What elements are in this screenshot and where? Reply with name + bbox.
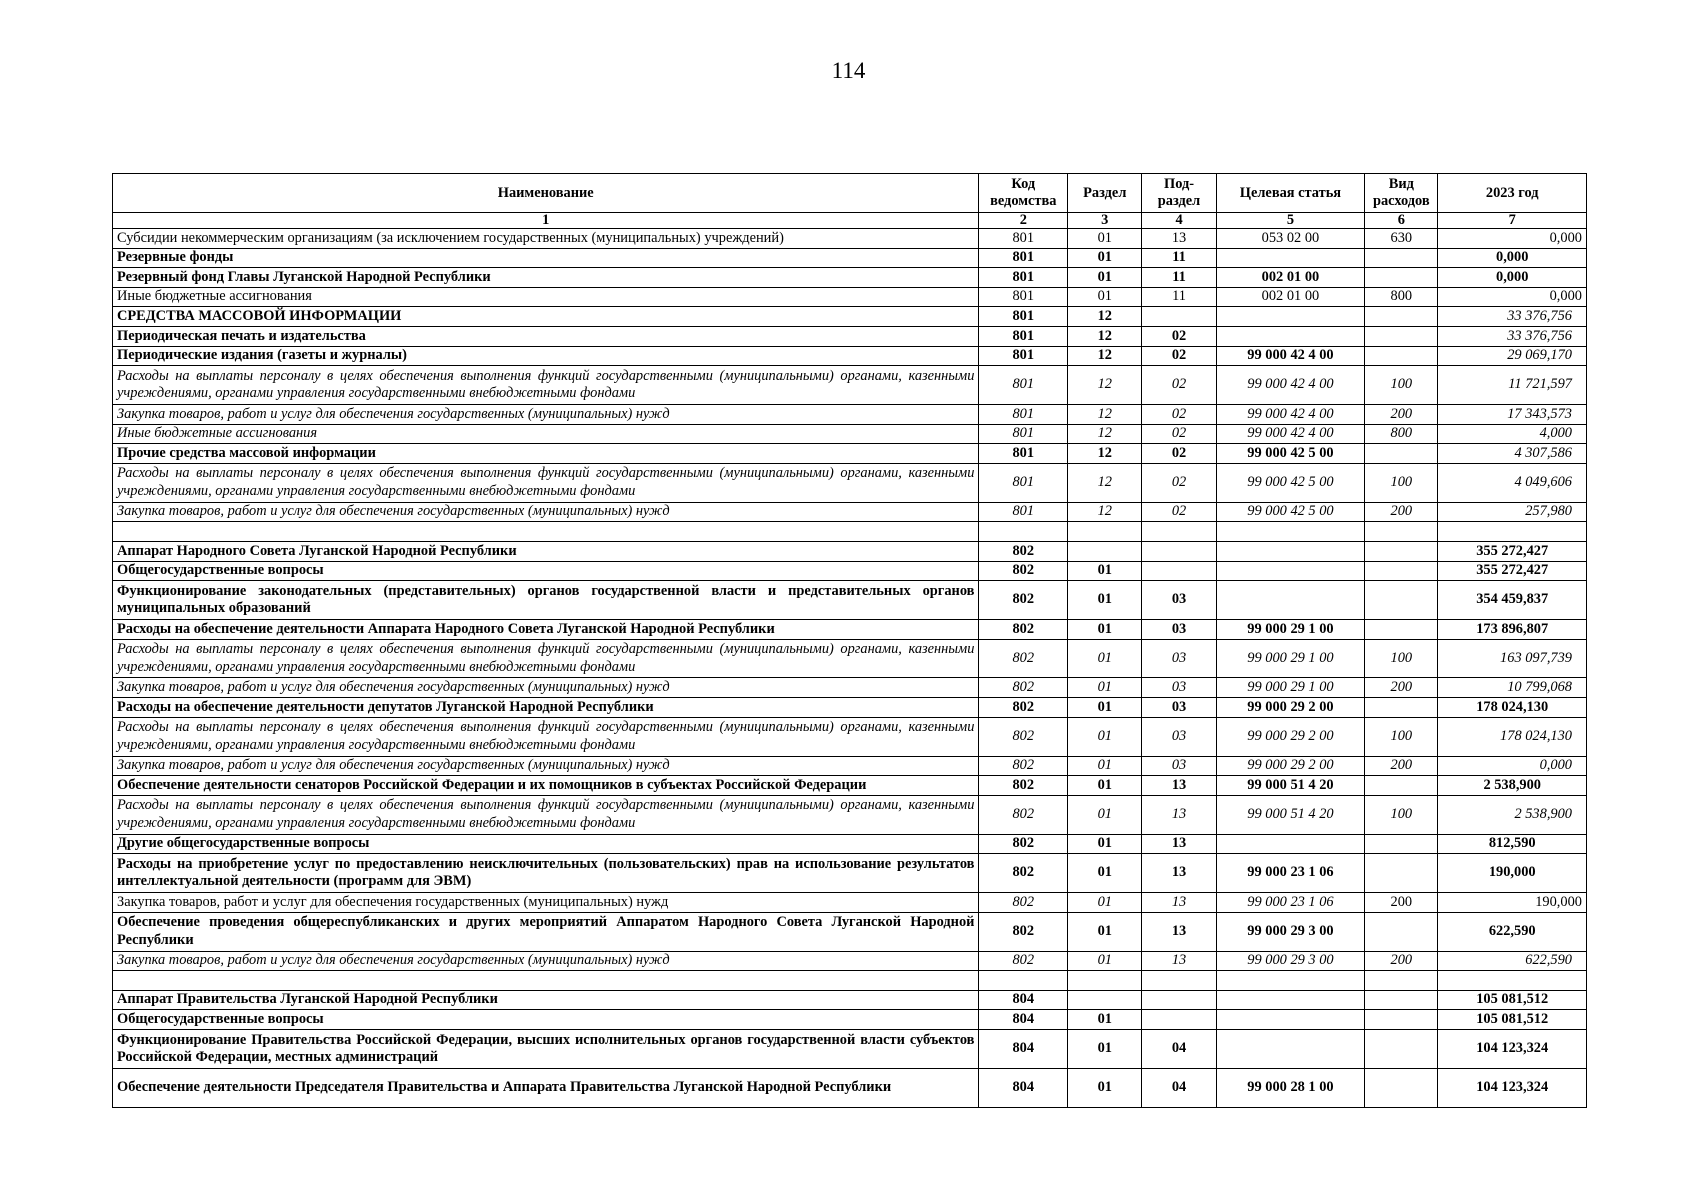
row-article: 99 000 42 5 00: [1216, 502, 1365, 522]
row-type: [1365, 268, 1438, 288]
row-name: Резервные фонды: [113, 248, 979, 268]
row-type: [1365, 1068, 1438, 1107]
table-row: [113, 834, 1587, 854]
row-article: 99 000 29 1 00: [1216, 639, 1365, 678]
table-row: [113, 444, 1587, 464]
row-section: 01: [1068, 268, 1142, 288]
row-name: [113, 522, 979, 542]
row-subsection: 13: [1142, 854, 1216, 893]
row-subsection: 03: [1142, 639, 1216, 678]
table-row: [113, 541, 1587, 561]
table-body: [113, 229, 1587, 1108]
row-name: Обеспечение деятельности Председателя Правительства и Аппарата Правительства Луганской Народной Республики: [113, 1068, 979, 1107]
row-name: Другие общегосударственные вопросы: [113, 834, 979, 854]
row-subsection: 13: [1142, 951, 1216, 971]
table-row: [113, 405, 1587, 425]
page-number: 114: [831, 58, 866, 83]
row-amount: 257,980: [1438, 502, 1587, 522]
row-type: [1365, 326, 1438, 346]
row-name: Закупка товаров, работ и услуг для обеспечения государственных (муниципальных) нужд: [113, 951, 979, 971]
table-row: [113, 268, 1587, 288]
row-amount: 0,000: [1438, 756, 1587, 776]
table-row: [113, 229, 1587, 249]
row-code: 801: [979, 346, 1068, 366]
row-amount: 355 272,427: [1438, 561, 1587, 581]
row-code: 801: [979, 248, 1068, 268]
row-code: 802: [979, 541, 1068, 561]
row-subsection: 13: [1142, 795, 1216, 834]
table-row: [113, 1010, 1587, 1030]
row-amount: 11 721,597: [1438, 366, 1587, 405]
row-section: 12: [1068, 346, 1142, 366]
row-section: 12: [1068, 366, 1142, 405]
row-subsection: [1142, 1010, 1216, 1030]
row-subsection: 02: [1142, 463, 1216, 502]
row-code: 802: [979, 698, 1068, 718]
row-subsection: 11: [1142, 268, 1216, 288]
row-amount: [1438, 522, 1587, 542]
table-row: [113, 678, 1587, 698]
row-code: 802: [979, 795, 1068, 834]
row-section: 01: [1068, 561, 1142, 581]
row-article: 99 000 29 1 00: [1216, 678, 1365, 698]
row-section: 01: [1068, 893, 1142, 913]
row-name: Расходы на выплаты персоналу в целях обеспечения выполнения функций государственными (муниципальными) органами, казенными учреждениями, органами управления государственными внебюджетными фондами: [113, 463, 979, 502]
row-subsection: [1142, 541, 1216, 561]
table-row: [113, 776, 1587, 796]
row-code: 802: [979, 951, 1068, 971]
row-name: Общегосударственные вопросы: [113, 561, 979, 581]
header-name: Наименование: [113, 174, 979, 213]
table-row: [113, 1029, 1587, 1068]
row-article: 99 000 42 4 00: [1216, 405, 1365, 425]
row-code: 801: [979, 366, 1068, 405]
row-article: 99 000 51 4 20: [1216, 776, 1365, 796]
row-code: 802: [979, 893, 1068, 913]
row-amount: 33 376,756: [1438, 307, 1587, 327]
row-subsection: 13: [1142, 912, 1216, 951]
row-type: 800: [1365, 424, 1438, 444]
row-section: [1068, 990, 1142, 1010]
row-code: 804: [979, 1010, 1068, 1030]
table-row: [113, 717, 1587, 756]
row-article: [1216, 834, 1365, 854]
row-section: 01: [1068, 639, 1142, 678]
row-amount: 2 538,900: [1438, 776, 1587, 796]
row-section: 01: [1068, 1010, 1142, 1030]
row-amount: 354 459,837: [1438, 581, 1587, 620]
column-number: 1: [113, 213, 979, 229]
row-type: [1365, 248, 1438, 268]
row-section: 01: [1068, 287, 1142, 307]
row-amount: 173 896,807: [1438, 619, 1587, 639]
row-name: Расходы на выплаты персоналу в целях обеспечения выполнения функций государственными (муниципальными) органами, казенными учреждениями, органами управления государственными внебюджетными фондами: [113, 717, 979, 756]
row-article: 002 01 00: [1216, 287, 1365, 307]
column-number: 6: [1365, 213, 1438, 229]
row-section: 01: [1068, 698, 1142, 718]
row-code: 802: [979, 912, 1068, 951]
row-article: [1216, 1010, 1365, 1030]
row-code: 801: [979, 424, 1068, 444]
row-article: [1216, 990, 1365, 1010]
row-amount: 812,590: [1438, 834, 1587, 854]
row-name: Закупка товаров, работ и услуг для обеспечения государственных (муниципальных) нужд: [113, 756, 979, 776]
row-type: 200: [1365, 756, 1438, 776]
row-section: 01: [1068, 795, 1142, 834]
row-name: Расходы на обеспечение деятельности депутатов Луганской Народной Республики: [113, 698, 979, 718]
table-row: [113, 795, 1587, 834]
header-type: Вид расходов: [1365, 174, 1438, 213]
row-amount: 622,590: [1438, 951, 1587, 971]
table-row: [113, 287, 1587, 307]
row-subsection: 03: [1142, 619, 1216, 639]
row-name: Аппарат Народного Совета Луганской Народной Республики: [113, 541, 979, 561]
table-row: [113, 756, 1587, 776]
header-code: Код ведомства: [979, 174, 1068, 213]
table-row: [113, 366, 1587, 405]
column-number: 5: [1216, 213, 1365, 229]
row-amount: [1438, 971, 1587, 991]
row-code: 801: [979, 326, 1068, 346]
table-row: [113, 893, 1587, 913]
row-subsection: 13: [1142, 229, 1216, 249]
row-section: 01: [1068, 951, 1142, 971]
row-section: 01: [1068, 854, 1142, 893]
row-article: 99 000 29 2 00: [1216, 756, 1365, 776]
row-article: [1216, 1029, 1365, 1068]
row-code: 801: [979, 229, 1068, 249]
table-row: [113, 951, 1587, 971]
row-article: 99 000 28 1 00: [1216, 1068, 1365, 1107]
row-amount: 17 343,573: [1438, 405, 1587, 425]
row-subsection: 03: [1142, 756, 1216, 776]
row-article: 99 000 23 1 06: [1216, 893, 1365, 913]
row-section: 12: [1068, 405, 1142, 425]
row-code: 801: [979, 405, 1068, 425]
row-type: 200: [1365, 893, 1438, 913]
row-article: 053 02 00: [1216, 229, 1365, 249]
row-code: 804: [979, 1029, 1068, 1068]
row-subsection: 02: [1142, 502, 1216, 522]
table-row: [113, 619, 1587, 639]
row-section: 01: [1068, 756, 1142, 776]
row-code: 802: [979, 581, 1068, 620]
row-type: [1365, 971, 1438, 991]
row-section: [1068, 522, 1142, 542]
row-name: Иные бюджетные ассигнования: [113, 424, 979, 444]
row-type: 200: [1365, 951, 1438, 971]
row-type: [1365, 990, 1438, 1010]
row-type: 200: [1365, 405, 1438, 425]
row-name: Резервный фонд Главы Луганской Народной Республики: [113, 268, 979, 288]
row-type: [1365, 1010, 1438, 1030]
row-name: Общегосударственные вопросы: [113, 1010, 979, 1030]
row-subsection: 02: [1142, 405, 1216, 425]
row-name: Периодические издания (газеты и журналы): [113, 346, 979, 366]
row-subsection: 02: [1142, 326, 1216, 346]
table-row: [113, 912, 1587, 951]
row-section: [1068, 971, 1142, 991]
empty-row: [113, 971, 1587, 991]
column-number: 3: [1068, 213, 1142, 229]
row-amount: 105 081,512: [1438, 990, 1587, 1010]
row-amount: 0,000: [1438, 248, 1587, 268]
row-subsection: 02: [1142, 366, 1216, 405]
budget-table: [112, 173, 1587, 1108]
empty-row: [113, 522, 1587, 542]
row-article: 99 000 29 2 00: [1216, 698, 1365, 718]
row-type: 200: [1365, 502, 1438, 522]
row-subsection: [1142, 990, 1216, 1010]
row-article: [1216, 971, 1365, 991]
row-code: 801: [979, 268, 1068, 288]
column-number: 7: [1438, 213, 1587, 229]
row-type: [1365, 912, 1438, 951]
row-amount: 178 024,130: [1438, 717, 1587, 756]
table-row: [113, 502, 1587, 522]
row-type: 200: [1365, 678, 1438, 698]
table-row: [113, 307, 1587, 327]
row-amount: 163 097,739: [1438, 639, 1587, 678]
row-article: 99 000 42 4 00: [1216, 366, 1365, 405]
row-name: Обеспечение проведения общереспубликанских и других мероприятий Аппаратом Народного Совета Луганской Народной Республики: [113, 912, 979, 951]
row-name: СРЕДСТВА МАССОВОЙ ИНФОРМАЦИИ: [113, 307, 979, 327]
row-code: 802: [979, 619, 1068, 639]
table-row: [113, 424, 1587, 444]
row-name: Закупка товаров, работ и услуг для обеспечения государственных (муниципальных) нужд: [113, 893, 979, 913]
row-name: Расходы на выплаты персоналу в целях обеспечения выполнения функций государственными (муниципальными) органами, казенными учреждениями, органами управления государственными внебюджетными фондами: [113, 366, 979, 405]
table-row: [113, 346, 1587, 366]
row-code: 801: [979, 444, 1068, 464]
row-section: 12: [1068, 463, 1142, 502]
row-article: [1216, 307, 1365, 327]
table-row: [113, 326, 1587, 346]
row-article: [1216, 581, 1365, 620]
row-amount: 622,590: [1438, 912, 1587, 951]
row-subsection: 13: [1142, 893, 1216, 913]
column-number-row: [113, 213, 1587, 229]
row-amount: 104 123,324: [1438, 1068, 1587, 1107]
row-subsection: 04: [1142, 1068, 1216, 1107]
row-subsection: 04: [1142, 1029, 1216, 1068]
row-type: [1365, 561, 1438, 581]
row-name: Расходы на приобретение услуг по предоставлению неисключительных (пользовательских) прав на использование результатов интеллектуальной деятельности (программ для ЭВМ): [113, 854, 979, 893]
row-type: [1365, 776, 1438, 796]
table-row: [113, 581, 1587, 620]
row-amount: 33 376,756: [1438, 326, 1587, 346]
row-article: 99 000 29 3 00: [1216, 951, 1365, 971]
row-type: 100: [1365, 639, 1438, 678]
row-article: [1216, 248, 1365, 268]
table-row: [113, 639, 1587, 678]
row-name: [113, 971, 979, 991]
row-amount: 29 069,170: [1438, 346, 1587, 366]
row-subsection: 02: [1142, 444, 1216, 464]
row-subsection: 03: [1142, 698, 1216, 718]
row-type: [1365, 619, 1438, 639]
row-article: [1216, 541, 1365, 561]
row-amount: 0,000: [1438, 229, 1587, 249]
row-code: 802: [979, 756, 1068, 776]
row-article: 002 01 00: [1216, 268, 1365, 288]
row-code: 801: [979, 502, 1068, 522]
row-section: 12: [1068, 444, 1142, 464]
row-amount: 355 272,427: [1438, 541, 1587, 561]
row-code: 802: [979, 854, 1068, 893]
row-article: [1216, 522, 1365, 542]
row-code: 802: [979, 561, 1068, 581]
row-section: 01: [1068, 248, 1142, 268]
table-row: [113, 1068, 1587, 1107]
row-article: 99 000 42 5 00: [1216, 444, 1365, 464]
row-article: 99 000 29 3 00: [1216, 912, 1365, 951]
row-subsection: [1142, 971, 1216, 991]
row-type: 100: [1365, 366, 1438, 405]
row-amount: 4 049,606: [1438, 463, 1587, 502]
table-row: [113, 854, 1587, 893]
row-subsection: [1142, 307, 1216, 327]
row-amount: 178 024,130: [1438, 698, 1587, 718]
row-name: Расходы на выплаты персоналу в целях обеспечения выполнения функций государственными (муниципальными) органами, казенными учреждениями, органами управления государственными внебюджетными фондами: [113, 795, 979, 834]
row-name: Расходы на выплаты персоналу в целях обеспечения выполнения функций государственными (муниципальными) органами, казенными учреждениями, органами управления государственными внебюджетными фондами: [113, 639, 979, 678]
row-type: [1365, 307, 1438, 327]
row-type: 100: [1365, 795, 1438, 834]
column-number: 4: [1142, 213, 1216, 229]
row-type: [1365, 1029, 1438, 1068]
row-amount: 190,000: [1438, 893, 1587, 913]
row-amount: 0,000: [1438, 268, 1587, 288]
row-type: [1365, 581, 1438, 620]
row-section: 01: [1068, 678, 1142, 698]
row-name: Аппарат Правительства Луганской Народной Республики: [113, 990, 979, 1010]
row-amount: 4 307,586: [1438, 444, 1587, 464]
row-subsection: [1142, 522, 1216, 542]
row-type: 100: [1365, 463, 1438, 502]
column-number: 2: [979, 213, 1068, 229]
header-subsection: Под-раздел: [1142, 174, 1216, 213]
header-article: Целевая статья: [1216, 174, 1365, 213]
row-name: Функционирование законодательных (представительных) органов государственной власти и представительных органов муниципальных образований: [113, 581, 979, 620]
row-amount: 190,000: [1438, 854, 1587, 893]
row-section: 12: [1068, 326, 1142, 346]
table-row: [113, 248, 1587, 268]
row-subsection: 11: [1142, 287, 1216, 307]
row-article: 99 000 23 1 06: [1216, 854, 1365, 893]
row-code: 801: [979, 307, 1068, 327]
row-type: 100: [1365, 717, 1438, 756]
table-row: [113, 990, 1587, 1010]
row-article: 99 000 42 4 00: [1216, 346, 1365, 366]
row-article: 99 000 42 5 00: [1216, 463, 1365, 502]
row-amount: 104 123,324: [1438, 1029, 1587, 1068]
row-name: Обеспечение деятельности сенаторов Российской Федерации и их помощников в субъектах Российской Федерации: [113, 776, 979, 796]
row-type: [1365, 541, 1438, 561]
row-code: 804: [979, 990, 1068, 1010]
row-name: Закупка товаров, работ и услуг для обеспечения государственных (муниципальных) нужд: [113, 678, 979, 698]
row-code: 801: [979, 287, 1068, 307]
row-name: Закупка товаров, работ и услуг для обеспечения государственных (муниципальных) нужд: [113, 502, 979, 522]
row-section: 01: [1068, 1068, 1142, 1107]
row-article: 99 000 29 1 00: [1216, 619, 1365, 639]
row-subsection: 03: [1142, 581, 1216, 620]
row-amount: 0,000: [1438, 287, 1587, 307]
row-subsection: 02: [1142, 424, 1216, 444]
header-section: Раздел: [1068, 174, 1142, 213]
row-name: Иные бюджетные ассигнования: [113, 287, 979, 307]
row-type: [1365, 854, 1438, 893]
row-subsection: 02: [1142, 346, 1216, 366]
row-section: 12: [1068, 307, 1142, 327]
row-code: 802: [979, 776, 1068, 796]
row-article: 99 000 51 4 20: [1216, 795, 1365, 834]
row-subsection: 11: [1142, 248, 1216, 268]
row-section: 01: [1068, 1029, 1142, 1068]
row-code: 801: [979, 463, 1068, 502]
row-code: [979, 971, 1068, 991]
header-row: [113, 174, 1587, 213]
row-section: 01: [1068, 229, 1142, 249]
row-subsection: [1142, 561, 1216, 581]
row-article: 99 000 42 4 00: [1216, 424, 1365, 444]
row-code: 802: [979, 639, 1068, 678]
row-name: Закупка товаров, работ и услуг для обеспечения государственных (муниципальных) нужд: [113, 405, 979, 425]
row-name: Расходы на обеспечение деятельности Аппарата Народного Совета Луганской Народной Республики: [113, 619, 979, 639]
row-code: 804: [979, 1068, 1068, 1107]
row-type: [1365, 346, 1438, 366]
row-amount: 105 081,512: [1438, 1010, 1587, 1030]
row-type: 630: [1365, 229, 1438, 249]
row-name: Прочие средства массовой информации: [113, 444, 979, 464]
table-row: [113, 698, 1587, 718]
row-type: [1365, 444, 1438, 464]
row-subsection: 03: [1142, 678, 1216, 698]
row-code: [979, 522, 1068, 542]
table-row: [113, 463, 1587, 502]
row-type: [1365, 834, 1438, 854]
row-name: Периодическая печать и издательства: [113, 326, 979, 346]
row-section: 01: [1068, 776, 1142, 796]
row-subsection: 03: [1142, 717, 1216, 756]
row-name: Функционирование Правительства Российской Федерации, высших исполнительных органов государственной власти субъектов Российской Федерации, местных администраций: [113, 1029, 979, 1068]
row-amount: 4,000: [1438, 424, 1587, 444]
row-section: 01: [1068, 717, 1142, 756]
row-code: 802: [979, 717, 1068, 756]
row-name: Субсидии некоммерческим организациям (за исключением государственных (муниципальных) учреждений): [113, 229, 979, 249]
row-type: [1365, 522, 1438, 542]
row-section: 12: [1068, 424, 1142, 444]
row-amount: 10 799,068: [1438, 678, 1587, 698]
header-year: 2023 год: [1438, 174, 1587, 213]
row-section: 01: [1068, 581, 1142, 620]
row-article: [1216, 561, 1365, 581]
row-code: 802: [979, 834, 1068, 854]
row-section: 01: [1068, 619, 1142, 639]
row-section: 12: [1068, 502, 1142, 522]
row-subsection: 13: [1142, 776, 1216, 796]
table-row: [113, 561, 1587, 581]
row-code: 802: [979, 678, 1068, 698]
row-section: [1068, 541, 1142, 561]
row-subsection: 13: [1142, 834, 1216, 854]
row-section: 01: [1068, 834, 1142, 854]
row-article: [1216, 326, 1365, 346]
row-type: [1365, 698, 1438, 718]
row-amount: 2 538,900: [1438, 795, 1587, 834]
row-section: 01: [1068, 912, 1142, 951]
row-type: 800: [1365, 287, 1438, 307]
row-article: 99 000 29 2 00: [1216, 717, 1365, 756]
